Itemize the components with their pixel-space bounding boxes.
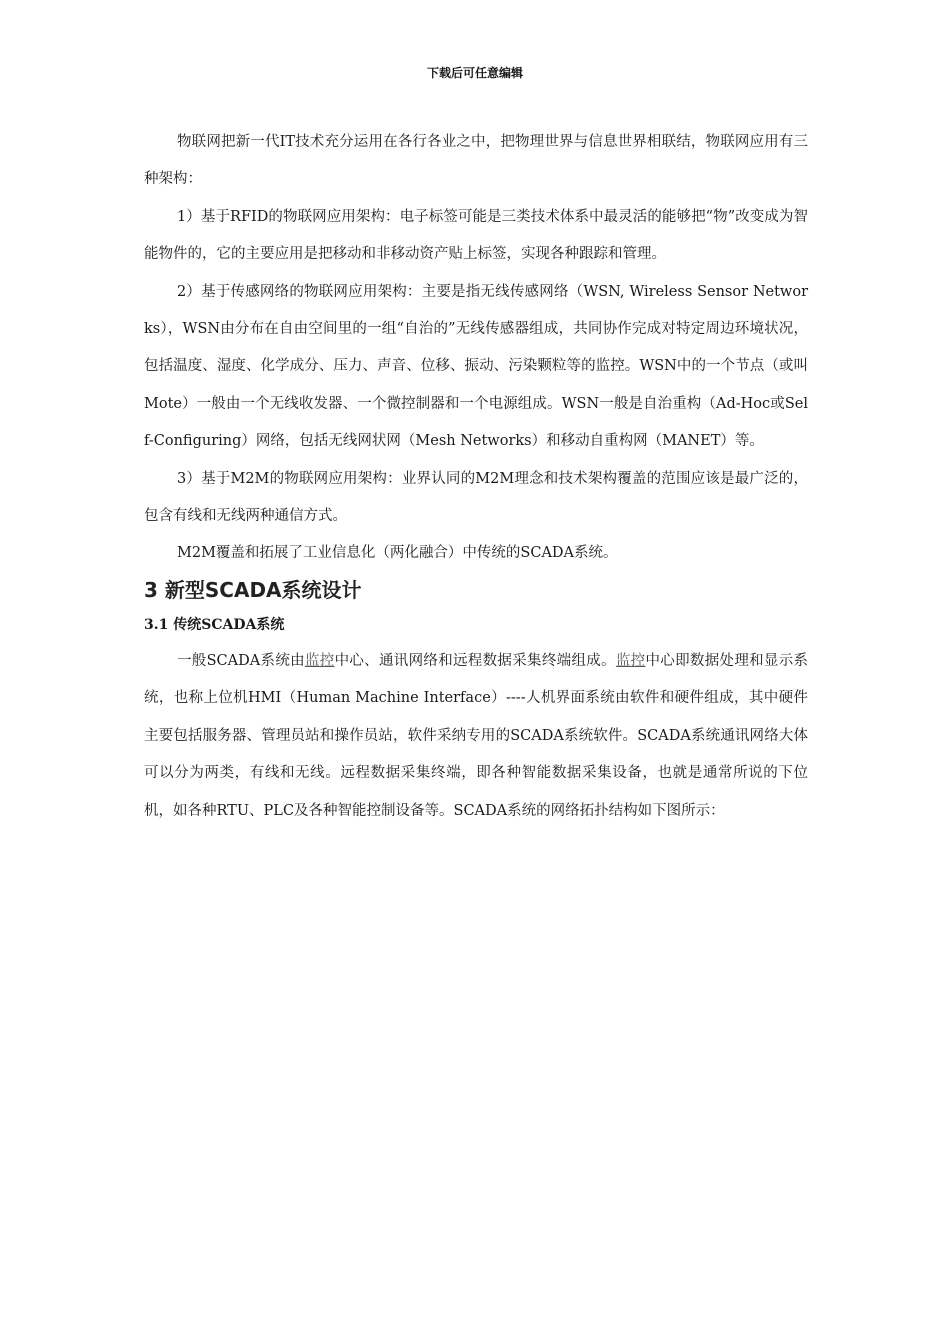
monitoring-link[interactable]: 监控 xyxy=(304,652,335,669)
text-segment: 中心、通讯网络和远程数据采集终端组成。 xyxy=(334,652,616,669)
paragraph-sensor-network-architecture: 2）基于传感网络的物联网应用架构：主要是指无线传感网络（WSN, Wireless Sensor Networks），WSN由分布在自由空间里的一组“自治的”无线传感器组成，共同协作完成对特定周边环境状况，包括温度、湿度、化学成分、压力、声音、位移、振动、污染颗粒等的监控。WSN中的一个节点（或叫Mote）一般由一个无线收发器、一个微控制器和一个电源组成。WSN一般是自治重构（Ad-Hoc或Self-Configuring）网络，包括无线网状网（Mesh Networks）和移动自重构网（MANET）等。 xyxy=(144,283,808,450)
page-header: 下载后可任意编辑 xyxy=(426,66,523,80)
paragraph-traditional-scada xyxy=(144,643,808,830)
document-body xyxy=(144,124,808,830)
paragraph-rfid-architecture: 1）基于RFID的物联网应用架构：电子标签可能是三类技术体系中最灵活的能够把“物”改变成为智能物件的，它的主要应用是把移动和非移动资产贴上标签，实现各种跟踪和管理。 xyxy=(144,208,808,263)
monitoring-link[interactable]: 监控 xyxy=(615,652,646,669)
section-heading: 3 新型SCADA系统设计 xyxy=(144,577,362,602)
paragraph-m2m-architecture: 3）基于M2M的物联网应用架构：业界认同的M2M理念和技术架构覆盖的范围应该是最广泛的，包含有线和无线两种通信方式。 xyxy=(144,470,808,525)
subsection-heading: 3.1 传统SCADA系统 xyxy=(144,616,285,633)
text-segment: 一般SCADA系统由 xyxy=(177,652,305,669)
text-segment: 中心即数据处理和显示系统，也称上位机HMI（Human Machine Interface）----人机界面系统由软件和硬件组成，其中硬件主要包括服务器、管理员站和操作员站，软件采纳专用的SCADA系统软件。SCADA系统通讯网络大体可以分为两类，有线和无线。远程数据采集终端，即各种智能数据采集设备，也就是通常所说的下位机，如各种RTU、PLC及各种智能控制设备等。SCADA系统的网络拓扑结构如下图所示： xyxy=(144,652,809,819)
paragraph-intro: 物联网把新一代IT技术充分运用在各行各业之中，把物理世界与信息世界相联结，物联网应用有三种架构： xyxy=(144,134,808,188)
paragraph-m2m-scada: M2M覆盖和拓展了工业信息化（两化融合）中传统的SCADA系统。 xyxy=(177,545,618,562)
